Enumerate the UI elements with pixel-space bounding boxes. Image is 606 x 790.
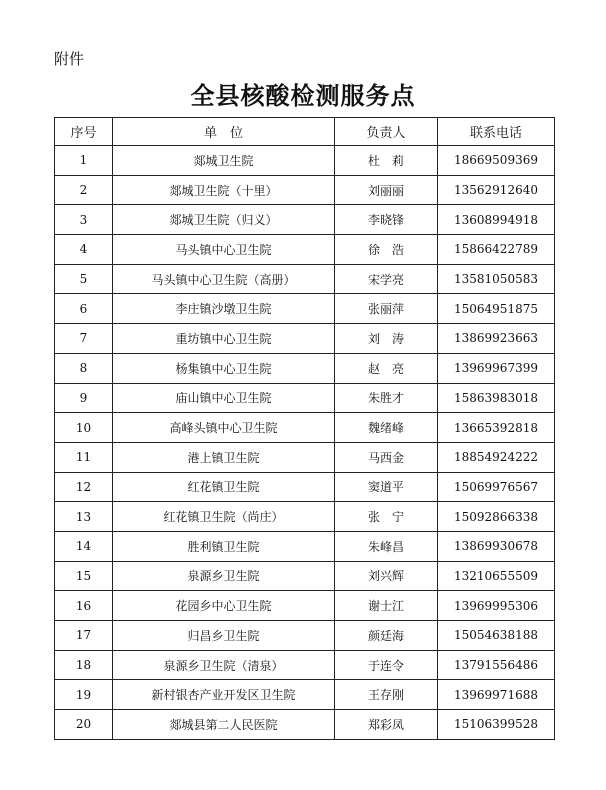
cell-person-in-charge: 谢士江 — [335, 591, 438, 621]
cell-person-in-charge: 徐 浩 — [335, 235, 438, 265]
cell-unit: 杨集镇中心卫生院 — [113, 353, 335, 383]
cell-index: 10 — [55, 413, 113, 443]
cell-person-in-charge: 马西金 — [335, 442, 438, 472]
table-row — [55, 146, 555, 176]
cell-phone: 18669509369 — [438, 146, 555, 176]
table-row — [55, 353, 555, 383]
cell-person-in-charge: 王存刚 — [335, 680, 438, 710]
cell-person-in-charge: 赵 亮 — [335, 353, 438, 383]
cell-phone: 13969967399 — [438, 353, 555, 383]
cell-person-in-charge: 朱胜才 — [335, 383, 438, 413]
cell-phone: 13665392818 — [438, 413, 555, 443]
cell-phone: 15866422789 — [438, 235, 555, 265]
cell-unit: 归昌乡卫生院 — [113, 621, 335, 651]
cell-unit: 红花镇卫生院 — [113, 472, 335, 502]
cell-phone: 13791556486 — [438, 650, 555, 680]
table-row — [55, 205, 555, 235]
table-row — [55, 175, 555, 205]
cell-index: 9 — [55, 383, 113, 413]
cell-index: 12 — [55, 472, 113, 502]
cell-unit: 郯城卫生院（归义） — [113, 205, 335, 235]
table-row — [55, 502, 555, 532]
cell-unit: 马头镇中心卫生院 — [113, 235, 335, 265]
cell-phone: 13969995306 — [438, 591, 555, 621]
cell-person-in-charge: 张 宁 — [335, 502, 438, 532]
column-header-index: 序号 — [55, 118, 113, 146]
cell-person-in-charge: 刘 涛 — [335, 324, 438, 354]
table-row — [55, 621, 555, 651]
attachment-label: 附件 — [54, 50, 85, 68]
cell-index: 14 — [55, 531, 113, 561]
testing-sites-table — [54, 117, 555, 740]
cell-index: 20 — [55, 710, 113, 740]
table-row — [55, 264, 555, 294]
cell-phone: 13210655509 — [438, 561, 555, 591]
table-row — [55, 472, 555, 502]
cell-index: 7 — [55, 324, 113, 354]
table-header-row — [55, 118, 555, 146]
cell-index: 15 — [55, 561, 113, 591]
cell-unit: 郯城卫生院 — [113, 146, 335, 176]
cell-phone: 15092866338 — [438, 502, 555, 532]
cell-phone: 13869930678 — [438, 531, 555, 561]
table-row — [55, 235, 555, 265]
cell-index: 1 — [55, 146, 113, 176]
table-row — [55, 710, 555, 740]
cell-index: 6 — [55, 294, 113, 324]
cell-person-in-charge: 于连令 — [335, 650, 438, 680]
cell-index: 11 — [55, 442, 113, 472]
cell-unit: 胜利镇卫生院 — [113, 531, 335, 561]
cell-person-in-charge: 颜廷海 — [335, 621, 438, 651]
cell-index: 5 — [55, 264, 113, 294]
cell-phone: 13969971688 — [438, 680, 555, 710]
cell-unit: 重坊镇中心卫生院 — [113, 324, 335, 354]
cell-phone: 13608994918 — [438, 205, 555, 235]
cell-person-in-charge: 郑彩凤 — [335, 710, 438, 740]
cell-unit: 泉源乡卫生院（清泉） — [113, 650, 335, 680]
cell-unit: 郯城卫生院（十里） — [113, 175, 335, 205]
cell-index: 17 — [55, 621, 113, 651]
cell-phone: 13581050583 — [438, 264, 555, 294]
cell-index: 2 — [55, 175, 113, 205]
table-body — [55, 146, 555, 740]
cell-person-in-charge: 魏绪峰 — [335, 413, 438, 443]
table-row — [55, 650, 555, 680]
column-header-unit: 单 位 — [113, 118, 335, 146]
cell-index: 18 — [55, 650, 113, 680]
cell-unit: 花园乡中心卫生院 — [113, 591, 335, 621]
cell-person-in-charge: 朱峰昌 — [335, 531, 438, 561]
cell-person-in-charge: 杜 莉 — [335, 146, 438, 176]
cell-unit: 高峰头镇中心卫生院 — [113, 413, 335, 443]
cell-index: 3 — [55, 205, 113, 235]
table-row — [55, 442, 555, 472]
column-header-phone: 联系电话 — [438, 118, 555, 146]
cell-person-in-charge: 李晓锋 — [335, 205, 438, 235]
page-title: 全县核酸检测服务点 — [190, 81, 416, 110]
cell-index: 16 — [55, 591, 113, 621]
table-row — [55, 561, 555, 591]
cell-person-in-charge: 宋学亮 — [335, 264, 438, 294]
cell-index: 4 — [55, 235, 113, 265]
cell-phone: 15069976567 — [438, 472, 555, 502]
cell-unit: 泉源乡卫生院 — [113, 561, 335, 591]
table-row — [55, 531, 555, 561]
table-row — [55, 294, 555, 324]
cell-phone: 13562912640 — [438, 175, 555, 205]
cell-person-in-charge: 刘兴辉 — [335, 561, 438, 591]
cell-unit: 红花镇卫生院（尚庄） — [113, 502, 335, 532]
cell-phone: 15863983018 — [438, 383, 555, 413]
column-header-person-in-charge: 负责人 — [335, 118, 438, 146]
cell-unit: 港上镇卫生院 — [113, 442, 335, 472]
cell-unit: 马头镇中心卫生院（高册） — [113, 264, 335, 294]
cell-phone: 18854924222 — [438, 442, 555, 472]
cell-person-in-charge: 张丽萍 — [335, 294, 438, 324]
cell-index: 19 — [55, 680, 113, 710]
table-row — [55, 383, 555, 413]
cell-unit: 庙山镇中心卫生院 — [113, 383, 335, 413]
cell-index: 13 — [55, 502, 113, 532]
table-row — [55, 413, 555, 443]
table-row — [55, 680, 555, 710]
cell-phone: 15054638188 — [438, 621, 555, 651]
cell-unit: 新村银杏产业开发区卫生院 — [113, 680, 335, 710]
table-row — [55, 591, 555, 621]
table-row — [55, 324, 555, 354]
cell-phone: 15106399528 — [438, 710, 555, 740]
cell-person-in-charge: 刘丽丽 — [335, 175, 438, 205]
cell-phone: 15064951875 — [438, 294, 555, 324]
cell-unit: 李庄镇沙墩卫生院 — [113, 294, 335, 324]
cell-index: 8 — [55, 353, 113, 383]
cell-unit: 郯城县第二人民医院 — [113, 710, 335, 740]
cell-person-in-charge: 窦道平 — [335, 472, 438, 502]
cell-phone: 13869923663 — [438, 324, 555, 354]
